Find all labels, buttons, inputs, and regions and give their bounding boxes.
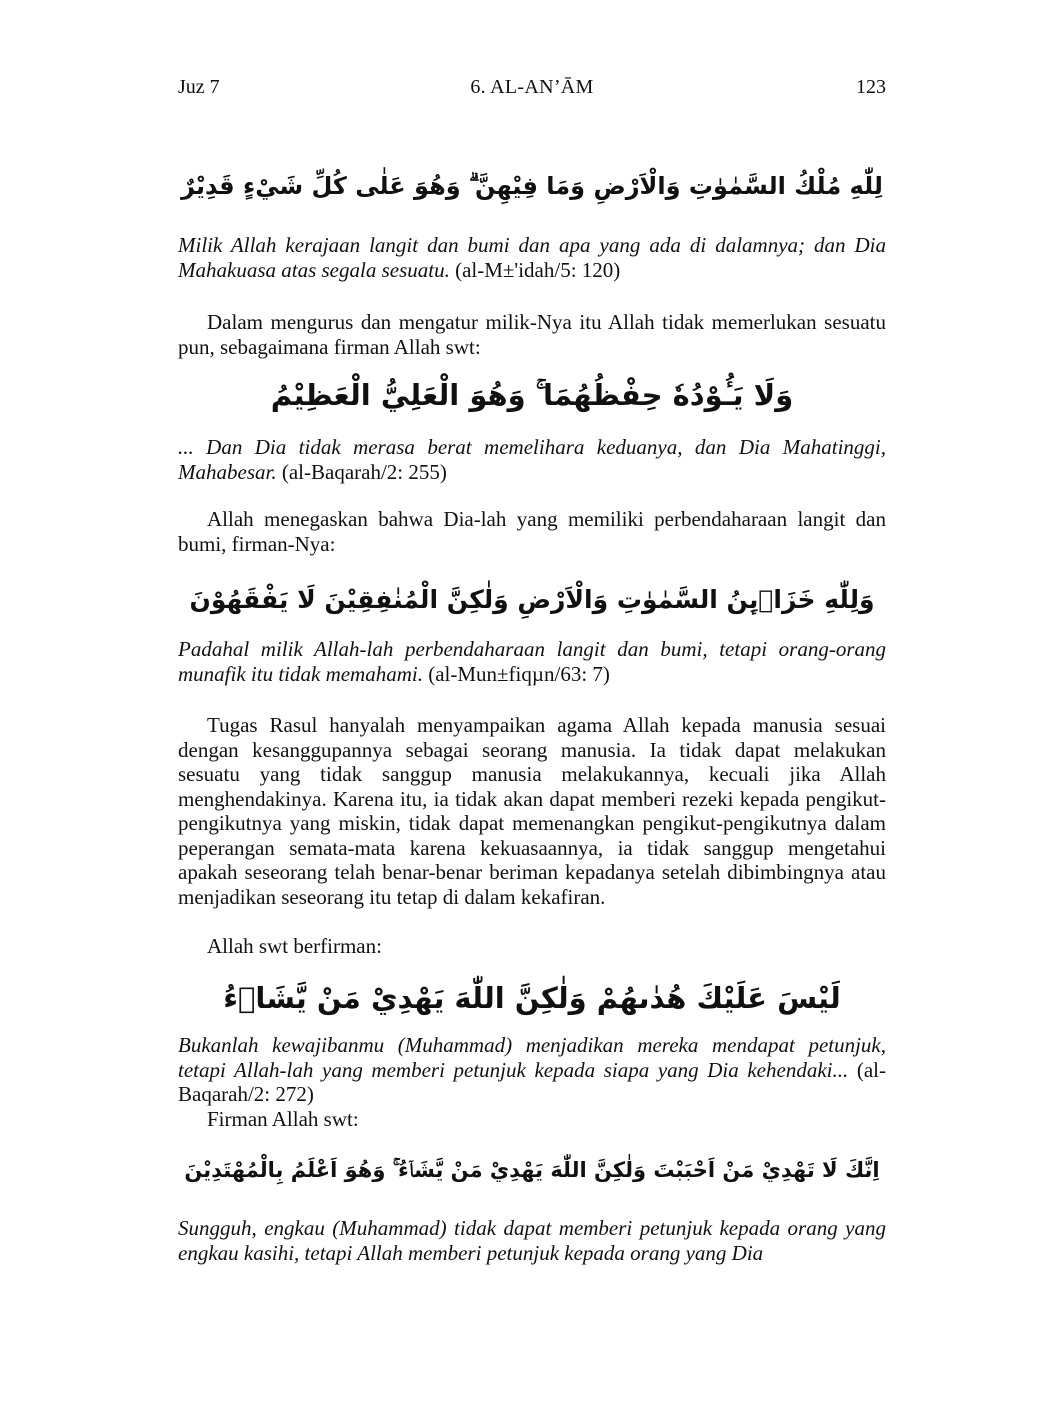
arabic-verse-3: وَلِلّٰهِ خَزَاۤىِٕنُ السَّمٰوٰتِ وَالْاَرْضِ وَلٰكِنَّ الْمُنٰفِقِيْنَ لَا يَفْقَهُوْنَ (189, 585, 875, 614)
translation-3 (178, 637, 886, 686)
paragraph-2: Allah menegaskan bahwa Dia-lah yang memiliki perbendaharaan langit dan bumi, firman-Nya: (178, 507, 886, 556)
paragraph-3: Tugas Rasul hanyalah menyampaikan agama Allah kepada manusia sesuai dengan kesanggupannya sebagai seorang manusia. Ia tidak dapat melakukan sesuatu yang tidak sanggup manusia melakukannya, kecuali jika Allah menghendakinya. Karena itu, ia tidak akan dapat memberi rezeki kepada pengikut-pengikutnya yang miskin, tidak dapat memenangkan pengikut-pengikutnya dalam peperangan semata-mata karena kekuasaannya, ia tidak sanggup mengetahui apakah seseorang telah benar-benar beriman kepadanya setelah dibimbingnya atau menjadikan seseorang itu tetap di dalam kekafiran. (178, 713, 886, 909)
translation-2 (178, 435, 886, 484)
arabic-verse-2: وَلَا يَـُٔوْدُهٗ حِفْظُهُمَا ۚ وَهُوَ الْعَلِيُّ الْعَظِيْمُ (270, 378, 794, 412)
translation-2-reference: (al-Baqarah/2: 255) (281, 459, 447, 484)
translation-5-text: Sungguh, engkau (Muhammad) tidak dapat memberi petunjuk kepada orang yang engkau kasihi, tetapi Allah memberi petunjuk kepada orang yang Dia (178, 1216, 886, 1265)
translation-4-text: Bukanlah kewajibanmu (Muhammad) menjadikan mereka mendapat petunjuk, tetapi Allah-lah yang memberi petunjuk kepada siapa yang Dia kehendaki... (178, 1033, 886, 1082)
translation-2-text: ... Dan Dia tidak merasa berat memelihara keduanya, dan Dia Mahatinggi, Mahabesar. (178, 435, 886, 484)
paragraph-1: Dalam mengurus dan mengatur milik-Nya itu Allah tidak memerlukan sesuatu pun, sebagaimana firman Allah swt: (178, 310, 886, 359)
line-allah-berfirman: Allah swt berfirman: (207, 934, 382, 958)
translation-3-reference: (al-Mun±fiqµn/63: 7) (428, 661, 610, 686)
translation-1-reference: (al-M±'idah/5: 120) (455, 257, 621, 282)
page-number: 123 (856, 76, 886, 98)
line-firman-allah: Firman Allah swt: (207, 1107, 359, 1131)
page-header (178, 76, 886, 102)
translation-4-reference: (al-Baqarah/2: 272) (178, 1057, 887, 1106)
translation-3-text: Padahal milik Allah-lah perbendaharaan langit dan bumi, tetapi orang-orang munafik itu tidak memahami. (178, 637, 886, 686)
surah-title: 6. AL-AN’ĀM (470, 76, 594, 98)
translation-1-text: Milik Allah kerajaan langit dan bumi dan apa yang ada di dalamnya; dan Dia Mahakuasa atas segala sesuatu. (178, 233, 886, 282)
translation-5 (178, 1216, 886, 1265)
translation-1 (178, 233, 886, 282)
arabic-verse-4: لَيْسَ عَلَيْكَ هُدٰىهُمْ وَلٰكِنَّ اللّٰهَ يَهْدِيْ مَنْ يَّشَاۤءُ (223, 981, 841, 1015)
translation-4 (178, 1033, 886, 1107)
arabic-verse-5: اِنَّكَ لَا تَهْدِيْ مَنْ اَحْبَبْتَ وَلٰكِنَّ اللّٰهَ يَهْدِيْ مَنْ يَّشَاۤءُ ۚ وَهُوَ اَعْلَمُ بِالْمُهْتَدِيْنَ (184, 1158, 880, 1182)
arabic-verse-1: لِلّٰهِ مُلْكُ السَّمٰوٰتِ وَالْاَرْضِ وَمَا فِيْهِنَّ ۗ وَهُوَ عَلٰى كُلِّ شَيْءٍ قَدِيْرٌ (181, 172, 883, 200)
juz-label: Juz 7 (178, 76, 220, 98)
